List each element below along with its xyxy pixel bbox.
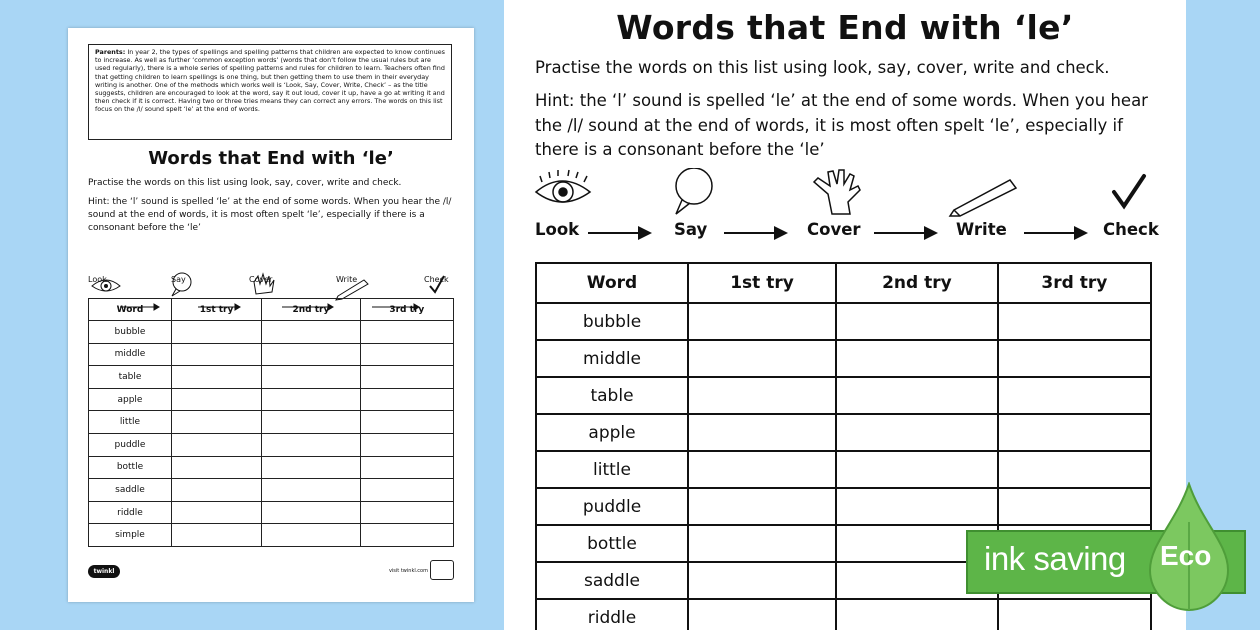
- try-cell[interactable]: [688, 414, 836, 451]
- word-cell: saddle: [89, 479, 172, 502]
- col-3rd-try: 3rd try: [360, 299, 453, 321]
- pencil-icon: [950, 180, 1016, 216]
- word-cell: bubble: [89, 321, 172, 344]
- step-check: Check: [1103, 220, 1159, 239]
- try-cell[interactable]: [688, 303, 836, 340]
- twinkl-logo: twinkl: [88, 565, 120, 578]
- try-cell[interactable]: [836, 414, 998, 451]
- preview-step-cover: Cover: [249, 275, 273, 284]
- footer-link: visit twinkl.com: [388, 568, 428, 574]
- word-cell: little: [89, 411, 172, 434]
- word-cell: riddle: [89, 501, 172, 524]
- step-look: Look: [535, 220, 580, 239]
- table-header-row: [89, 299, 454, 321]
- arrow-icon: [1024, 232, 1086, 234]
- col-1st-try: 1st try: [171, 299, 261, 321]
- try-cell[interactable]: [836, 303, 998, 340]
- word-cell: table: [536, 377, 688, 414]
- quality-badge-icon: [430, 560, 454, 580]
- table-row: [89, 366, 454, 389]
- hint-text: Hint: the ‘l’ sound is spelled ‘le’ at the end of some words. When you hear the /l/ sound at the end of words, it is most often spelt ‘le’, especially if there is a consonant before the ‘le’: [535, 91, 1148, 159]
- word-cell: simple: [89, 524, 172, 547]
- speech-bubble-icon: [676, 168, 712, 214]
- try-cell[interactable]: [836, 599, 998, 630]
- eye-icon: [536, 170, 590, 202]
- try-cell[interactable]: [688, 451, 836, 488]
- try-cell[interactable]: [688, 525, 836, 562]
- try-cell[interactable]: [688, 562, 836, 599]
- table-row: [536, 451, 1151, 488]
- try-cell[interactable]: [998, 488, 1151, 525]
- table-row: [89, 321, 454, 344]
- try-cell[interactable]: [998, 599, 1151, 630]
- ink-saving-label: ink saving: [984, 540, 1126, 577]
- table-row: [89, 388, 454, 411]
- word-cell: middle: [536, 340, 688, 377]
- table-row: [536, 488, 1151, 525]
- preview-spelling-table: [88, 298, 454, 547]
- hand-icon: [814, 170, 860, 214]
- parents-note-text: In year 2, the types of spellings and spelling patterns that children are expected to know continues to increase. As well as further ‘common exception words’ (words that don’t follow the usual rules but are used regularly), there is a whole series of spelling patterns and rules for children to learn. Teachers often find that getting children to learn spellings is one thing, but then getting them to use them in their everyday writing is another. One of the methods which works well is ‘Look, Say, Cover, Write, Check’ – as the title suggests, children are encouraged to look at the word, say it out loud, cover it up, have a go at writing it and then check if it is correct. Having two or three tries means they can correct any errors. The words on this list focus on the /l/ sound spelt ‘le’ at the end of words.: [95, 48, 446, 114]
- word-cell: bottle: [89, 456, 172, 479]
- table-row: [89, 433, 454, 456]
- table-row: [89, 501, 454, 524]
- table-header-row: [536, 263, 1151, 303]
- preview-step-write: Write: [336, 275, 358, 284]
- instruction-text: Practise the words on this list using look, say, cover, write and check.: [535, 58, 1110, 77]
- table-row: [536, 303, 1151, 340]
- try-cell[interactable]: [998, 414, 1151, 451]
- preview-step-look: Look: [88, 275, 107, 284]
- table-row: [536, 414, 1151, 451]
- preview-step-say: Say: [171, 275, 186, 284]
- word-cell: apple: [89, 388, 172, 411]
- word-cell: puddle: [536, 488, 688, 525]
- word-cell: bubble: [536, 303, 688, 340]
- preview-step-check: Check: [424, 275, 449, 284]
- preview-title: Words that End with ‘le’: [148, 148, 394, 169]
- try-cell[interactable]: [688, 340, 836, 377]
- word-cell: apple: [536, 414, 688, 451]
- preview-page: [68, 28, 474, 602]
- word-cell: middle: [89, 343, 172, 366]
- col-2nd-try: 2nd try: [836, 263, 998, 303]
- try-cell[interactable]: [688, 599, 836, 630]
- word-cell: puddle: [89, 433, 172, 456]
- preview-instruction: Practise the words on this list using look, say, cover, write and check.: [88, 178, 402, 188]
- word-cell: table: [89, 366, 172, 389]
- word-cell: saddle: [536, 562, 688, 599]
- try-cell[interactable]: [688, 377, 836, 414]
- step-say: Say: [674, 220, 708, 239]
- table-row: [89, 456, 454, 479]
- col-word: Word: [89, 299, 172, 321]
- arrow-icon: [724, 232, 786, 234]
- try-cell[interactable]: [836, 451, 998, 488]
- try-cell[interactable]: [998, 340, 1151, 377]
- try-cell[interactable]: [836, 340, 998, 377]
- try-cell[interactable]: [836, 488, 998, 525]
- try-cell[interactable]: [998, 451, 1151, 488]
- step-icons: [532, 168, 1152, 220]
- col-1st-try: 1st try: [688, 263, 836, 303]
- try-cell[interactable]: [836, 377, 998, 414]
- word-cell: riddle: [536, 599, 688, 630]
- page-title: Words that End with ‘le’: [616, 8, 1074, 47]
- try-cell[interactable]: [998, 303, 1151, 340]
- try-cell[interactable]: [688, 488, 836, 525]
- col-3rd-try: 3rd try: [998, 263, 1151, 303]
- table-row: [89, 411, 454, 434]
- col-2nd-try: 2nd try: [262, 299, 360, 321]
- table-row: [536, 599, 1151, 630]
- table-row: [89, 524, 454, 547]
- table-row: [536, 377, 1151, 414]
- try-cell[interactable]: [998, 377, 1151, 414]
- arrow-icon: [874, 232, 936, 234]
- word-cell: bottle: [536, 525, 688, 562]
- step-write: Write: [956, 220, 1007, 239]
- table-row: [89, 479, 454, 502]
- preview-hint: Hint: the ‘l’ sound is spelled ‘le’ at the end of some words. When you hear the /l/ sound at the end of words, it is most often spelt ‘le’, especially if there is a consonant before the ‘le’: [88, 197, 452, 233]
- col-word: Word: [536, 263, 688, 303]
- word-cell: little: [536, 451, 688, 488]
- arrow-icon: [588, 232, 650, 234]
- parents-note: [88, 44, 452, 140]
- parents-note-label: Parents:: [95, 48, 126, 56]
- tick-icon: [1114, 176, 1144, 206]
- step-cover: Cover: [807, 220, 861, 239]
- table-row: [536, 340, 1151, 377]
- eco-label: Eco: [1160, 540, 1212, 571]
- table-row: [89, 343, 454, 366]
